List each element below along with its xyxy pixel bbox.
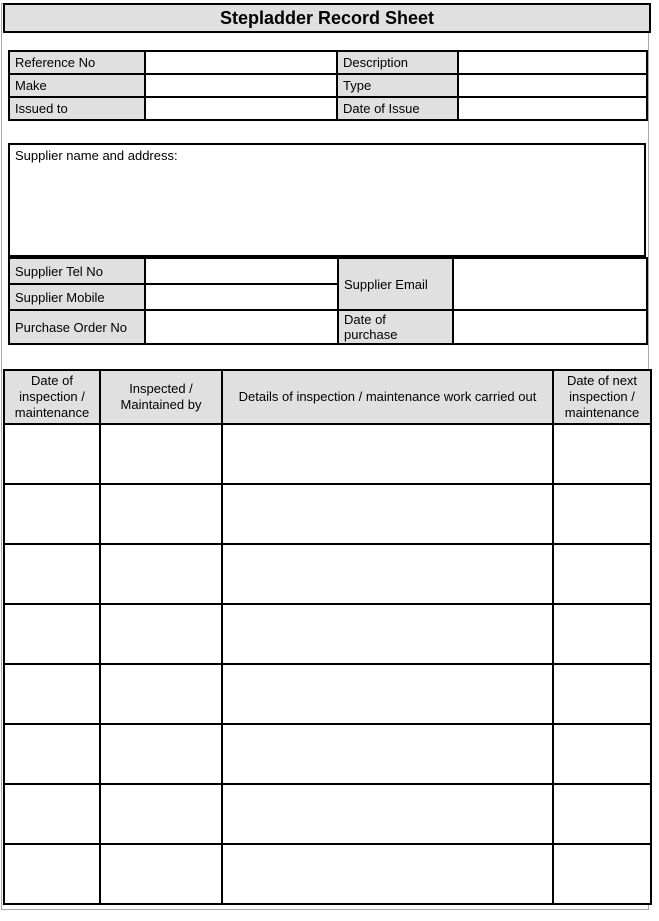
header-inspected-by: Inspected / Maintained by [100,370,222,424]
inspection-empty-cell[interactable] [4,544,100,604]
supplier-tel-label: Supplier Tel No [9,258,145,284]
inspection-table-body [4,424,651,904]
inspection-empty-cell[interactable] [100,424,222,484]
inspection-empty-cell[interactable] [100,724,222,784]
inspection-empty-cell[interactable] [553,844,651,904]
page-title-text: Stepladder Record Sheet [219,7,435,28]
supplier-mobile-value[interactable] [145,284,338,310]
supplier-row-purchase [9,310,647,344]
inspection-empty-row [4,664,651,724]
issued-to-label: Issued to [9,97,145,120]
inspection-empty-cell[interactable] [222,604,553,664]
supplier-email-label: Supplier Email [338,258,453,310]
purchase-date-label: Date of purchase [338,310,453,344]
inspection-empty-cell[interactable] [553,784,651,844]
description-label: Description [337,51,458,74]
supplier-mobile-label: Supplier Mobile [9,284,145,310]
inspection-table [3,369,652,905]
info-row-reference [9,51,647,74]
inspection-empty-cell[interactable] [222,784,553,844]
inspection-empty-cell[interactable] [100,484,222,544]
date-of-issue-label: Date of Issue [337,97,458,120]
inspection-empty-cell[interactable] [222,424,553,484]
supplier-tel-value[interactable] [145,258,338,284]
inspection-empty-row [4,844,651,904]
inspection-empty-cell[interactable] [222,484,553,544]
info-row-issued [9,97,647,120]
inspection-empty-cell[interactable] [100,604,222,664]
inspection-empty-row [4,604,651,664]
inspection-empty-cell[interactable] [553,544,651,604]
inspection-empty-row [4,544,651,604]
inspection-empty-cell[interactable] [222,724,553,784]
supplier-address-label: Supplier name and address: [15,148,178,163]
inspection-header-row [4,370,651,424]
inspection-empty-cell[interactable] [553,604,651,664]
inspection-empty-cell[interactable] [4,484,100,544]
date-of-issue-value[interactable] [458,97,647,120]
inspection-empty-cell[interactable] [222,544,553,604]
issued-to-value[interactable] [145,97,337,120]
inspection-empty-cell[interactable] [100,784,222,844]
inspection-empty-cell[interactable] [553,724,651,784]
info-row-make [9,74,647,97]
info-table [8,50,648,121]
inspection-empty-cell[interactable] [100,544,222,604]
description-value[interactable] [458,51,647,74]
supplier-row-tel [9,258,647,284]
reference-no-label: Reference No [9,51,145,74]
header-date-of-next-inspection: Date of next inspection / maintenance [553,370,651,424]
inspection-empty-cell[interactable] [4,784,100,844]
type-value[interactable] [458,74,647,97]
header-details: Details of inspection / maintenance work carried out [222,370,553,424]
make-label: Make [9,74,145,97]
purchase-date-value[interactable] [453,310,647,344]
purchase-order-value[interactable] [145,310,338,344]
inspection-empty-cell[interactable] [100,844,222,904]
inspection-empty-row [4,724,651,784]
inspection-empty-cell[interactable] [4,844,100,904]
inspection-empty-row [4,424,651,484]
inspection-empty-cell[interactable] [4,604,100,664]
supplier-email-value[interactable] [453,258,647,310]
type-label: Type [337,74,458,97]
inspection-empty-cell[interactable] [4,724,100,784]
supplier-contact-table [8,257,648,345]
inspection-empty-cell[interactable] [553,424,651,484]
supplier-address-box[interactable] [8,143,646,257]
inspection-empty-cell[interactable] [100,664,222,724]
inspection-empty-row [4,484,651,544]
inspection-empty-cell[interactable] [4,424,100,484]
make-value[interactable] [145,74,337,97]
inspection-empty-cell[interactable] [553,484,651,544]
header-date-of-inspection: Date of inspection / maintenance [4,370,100,424]
inspection-empty-cell[interactable] [222,844,553,904]
purchase-order-label: Purchase Order No [9,310,145,344]
inspection-empty-row [4,784,651,844]
page-title [3,3,651,33]
reference-no-value[interactable] [145,51,337,74]
inspection-empty-cell[interactable] [222,664,553,724]
inspection-empty-cell[interactable] [553,664,651,724]
inspection-empty-cell[interactable] [4,664,100,724]
